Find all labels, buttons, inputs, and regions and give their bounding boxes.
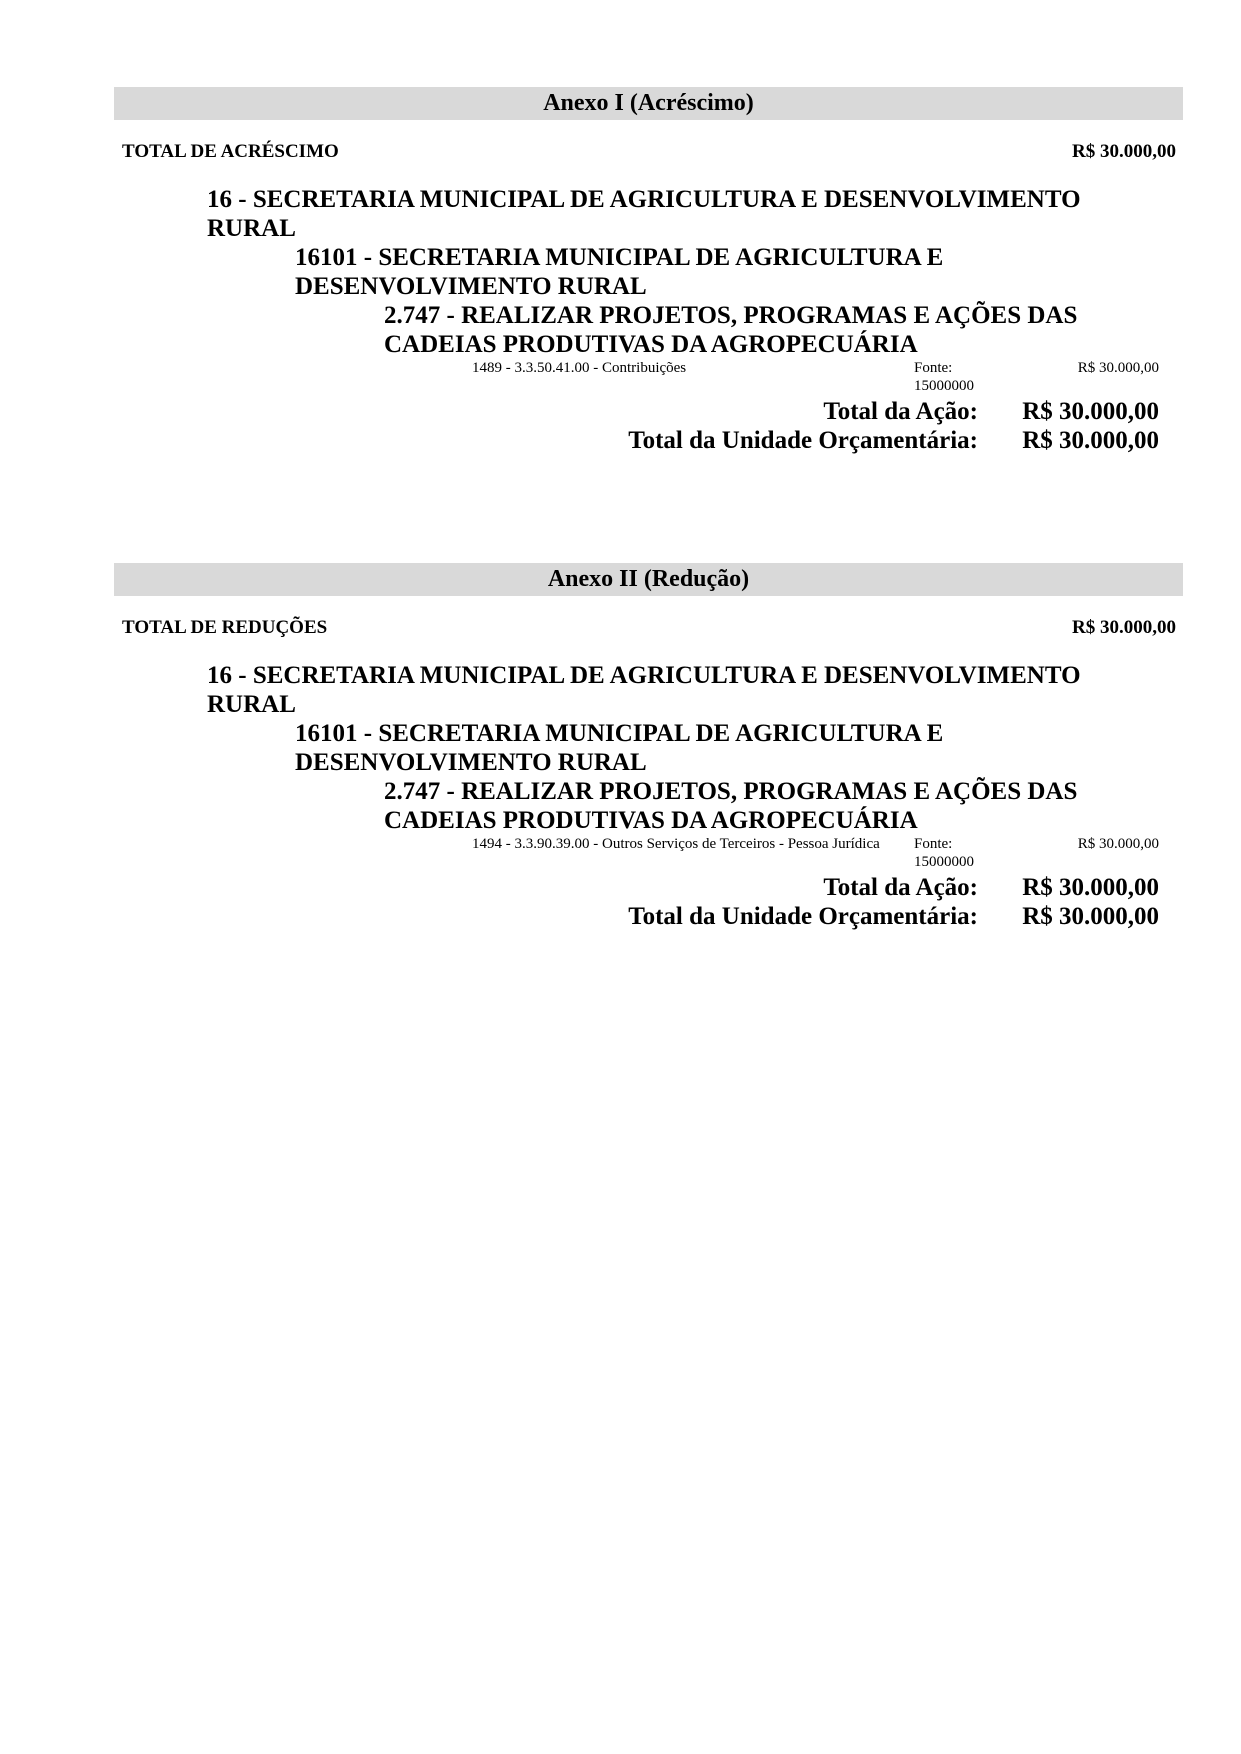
- annex-section-increase: [114, 87, 1183, 455]
- unit-total-value: R$ 30.000,00: [1022, 427, 1159, 454]
- org-heading: 16 - SECRETARIA MUNICIPAL DE AGRICULTURA E DESENVOLVIMENTO RURAL: [207, 662, 1081, 718]
- total-label: TOTAL DE ACRÉSCIMO: [122, 141, 339, 162]
- unit-total-row: [114, 426, 1183, 455]
- source-code: 15000000: [914, 378, 974, 394]
- annex-section-reduction: [114, 563, 1183, 931]
- expense-item-source: [914, 359, 994, 395]
- action-total-row: [114, 873, 1183, 902]
- unit-total-row: [114, 902, 1183, 931]
- annex-total-row: [114, 140, 1183, 164]
- expense-item-description: 1489 - 3.3.50.41.00 - Contribuições: [472, 360, 687, 376]
- action-total-label: Total da Ação:: [823, 398, 978, 425]
- action-heading: 2.747 - REALIZAR PROJETOS, PROGRAMAS E AÇÕES DAS CADEIAS PRODUTIVAS DA AGROPECUÁRIA: [384, 302, 1078, 358]
- action-total-row: [114, 397, 1183, 426]
- total-value: R$ 30.000,00: [1072, 141, 1176, 162]
- expense-item-value: R$ 30.000,00: [1077, 360, 1159, 376]
- unit-total-label: Total da Unidade Orçamentária:: [628, 903, 978, 930]
- expense-item-row: [114, 359, 1183, 397]
- budget-unit-heading: 16101 - SECRETARIA MUNICIPAL DE AGRICULTURA E DESENVOLVIMENTO RURAL: [295, 720, 944, 776]
- expense-item-row: [114, 835, 1183, 873]
- expense-item-source: [914, 835, 994, 871]
- source-code: 15000000: [914, 854, 974, 870]
- annex-title: Anexo I (Acréscimo): [114, 87, 1183, 120]
- expense-item-value: R$ 30.000,00: [1077, 836, 1159, 852]
- action-total-value: R$ 30.000,00: [1022, 874, 1159, 901]
- unit-total-label: Total da Unidade Orçamentária:: [628, 427, 978, 454]
- unit-total-value: R$ 30.000,00: [1022, 903, 1159, 930]
- action-total-value: R$ 30.000,00: [1022, 398, 1159, 425]
- source-label: Fonte:: [914, 836, 953, 852]
- total-value: R$ 30.000,00: [1072, 617, 1176, 638]
- annex-title: Anexo II (Redução): [114, 563, 1183, 596]
- action-heading: 2.747 - REALIZAR PROJETOS, PROGRAMAS E AÇÕES DAS CADEIAS PRODUTIVAS DA AGROPECUÁRIA: [384, 778, 1078, 834]
- source-label: Fonte:: [914, 360, 953, 376]
- expense-item-description: 1494 - 3.3.90.39.00 - Outros Serviços de Terceiros - Pessoa Jurídica: [472, 836, 880, 852]
- org-heading: 16 - SECRETARIA MUNICIPAL DE AGRICULTURA E DESENVOLVIMENTO RURAL: [207, 186, 1081, 242]
- total-label: TOTAL DE REDUÇÕES: [122, 617, 328, 638]
- budget-unit-heading: 16101 - SECRETARIA MUNICIPAL DE AGRICULTURA E DESENVOLVIMENTO RURAL: [295, 244, 944, 300]
- action-total-label: Total da Ação:: [823, 874, 978, 901]
- annex-total-row: [114, 616, 1183, 640]
